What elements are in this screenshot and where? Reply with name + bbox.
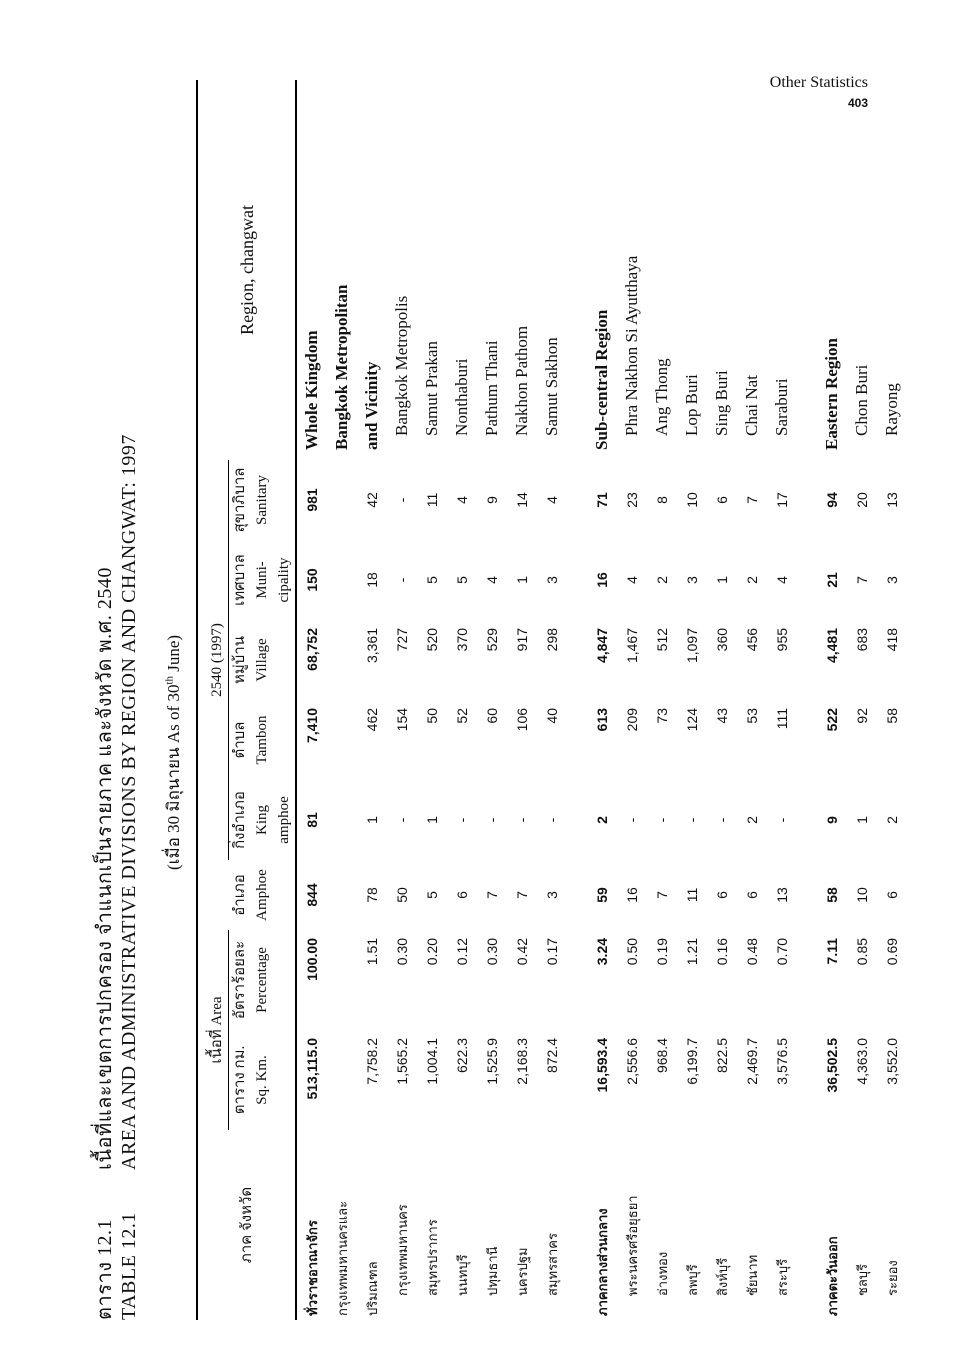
cell-sanit: 17	[774, 492, 790, 508]
cell-sanit: 6	[714, 496, 730, 504]
cell-amphoe: 5	[424, 891, 440, 899]
cell-king: 1	[424, 816, 440, 824]
running-head: Other Statistics	[769, 74, 868, 91]
cell-tambon: 92	[854, 707, 870, 724]
table-row	[677, 80, 707, 1320]
cell-sqkm: 3,576.5	[774, 1038, 790, 1085]
subtitle-text: (เมื่อ 30 มิถุนายน As of 30	[164, 684, 183, 870]
cell-muni: 2	[654, 576, 670, 584]
cell-muni: 1	[714, 576, 730, 584]
cell-pct: 0.70	[774, 937, 790, 966]
cell-pct: 0.17	[544, 937, 560, 966]
cell-sqkm: 2,556.6	[624, 1038, 640, 1085]
table-row	[647, 80, 677, 1320]
cell-pct: 0.30	[484, 937, 500, 966]
table-row	[296, 80, 327, 1320]
cell-pct: 3.24	[594, 937, 610, 966]
cell-region-thai: ชัยนาท	[744, 1254, 760, 1296]
cell-pct: 0.12	[454, 937, 470, 966]
cell-region-thai: พระนครศรีอยุธยา	[624, 1195, 640, 1296]
cell-muni: 150	[304, 568, 320, 592]
cell-muni: 21	[824, 572, 840, 588]
table-subtitle	[160, 635, 187, 870]
cell-pct	[327, 930, 357, 1030]
table-title-english-text: AREA AND ADMINISTRATIVE DIVISIONS BY REGION AND CHANGWAT: 1997	[118, 434, 140, 1170]
cell-king: -	[454, 817, 470, 823]
cell-village: 370	[454, 627, 470, 652]
table-row	[537, 80, 567, 1320]
cell-muni: 4	[484, 576, 500, 584]
header-village: หมู่บ้าน Village	[232, 636, 270, 684]
cell-sqkm: 872.4	[544, 1038, 560, 1074]
cell-village	[327, 620, 357, 700]
cell-amphoe: 7	[514, 891, 530, 899]
cell-sqkm	[327, 1030, 357, 1130]
cell-sqkm: 968.4	[654, 1038, 670, 1074]
cell-king: -	[654, 817, 670, 823]
cell-sanit: 11	[424, 492, 440, 508]
cell-sqkm: 16,593.4	[594, 1038, 610, 1093]
cell-sqkm: 1,004.1	[424, 1038, 440, 1085]
cell-sqkm: 7,758.2	[364, 1038, 380, 1085]
cell-muni: 5	[454, 576, 470, 584]
cell-region-thai: นนทบุรี	[454, 1254, 470, 1296]
cell-tambon: 209	[624, 707, 640, 732]
table-row	[617, 80, 647, 1320]
cell-king: -	[714, 817, 730, 823]
cell-region-english: Bangkok Metropolis	[392, 295, 411, 436]
cell-sanit: 42	[364, 492, 380, 508]
header-amphoe: อำเภอ Amphoe	[231, 869, 270, 921]
header-sanitary: สุขาภิบาล Sanitary	[232, 467, 270, 533]
cell-region-thai: ชลบุรี	[854, 1263, 870, 1296]
cell-sqkm: 622.3	[454, 1038, 470, 1074]
cell-muni: 2	[744, 576, 760, 584]
cell-pct: 0.42	[514, 937, 530, 966]
cell-pct: 0.48	[744, 937, 760, 966]
cell-village: 683	[854, 627, 870, 652]
cell-region-english: Ang Thong	[652, 358, 671, 436]
cell-region-thai: ทั่วราชอาณาจักร	[304, 1220, 320, 1316]
table-label-thai: ตาราง 12.1	[94, 1219, 116, 1320]
cell-sqkm: 36,502.5	[824, 1038, 840, 1093]
cell-king: 1	[854, 816, 870, 824]
cell-pct: 1.51	[364, 937, 380, 966]
cell-region-english: Sub-central Region	[592, 309, 611, 450]
cell-region-english: Saraburi	[772, 378, 791, 436]
cell-tambon: 73	[654, 707, 670, 724]
cell-tambon: 613	[594, 707, 610, 732]
cell-sanit: 981	[304, 488, 320, 512]
spacer-cell	[797, 80, 817, 1320]
cell-region-thai: ภาคกลางส่วนกลาง	[594, 1208, 610, 1316]
cell-king: -	[684, 817, 700, 823]
cell-king: -	[484, 817, 500, 823]
cell-region-thai: นครปฐม	[514, 1247, 530, 1296]
cell-muni: 4	[624, 576, 640, 584]
cell-village: 68,752	[304, 627, 320, 671]
cell-pct: 0.20	[424, 937, 440, 966]
table-row	[817, 80, 847, 1320]
cell-region-english: Bangkok Metropolitan	[332, 284, 351, 450]
cell-king	[327, 780, 357, 860]
area-divisions-table	[196, 80, 907, 1320]
table-row	[847, 80, 877, 1320]
cell-village: 298	[544, 627, 560, 652]
cell-region-english: Chon Buri	[852, 364, 871, 436]
cell-pct: 0.50	[624, 937, 640, 966]
cell-region-thai: สระบุรี	[774, 1258, 790, 1296]
cell-village: 456	[744, 627, 760, 652]
cell-sqkm: 1,525.9	[484, 1038, 500, 1085]
row-spacer	[797, 80, 817, 1320]
cell-village: 360	[714, 627, 730, 652]
cell-sanit: 7	[744, 496, 760, 504]
cell-sanit: 20	[854, 492, 870, 508]
cell-amphoe: 6	[744, 891, 760, 899]
cell-village: 418	[884, 627, 900, 652]
table-row	[327, 80, 357, 1320]
cell-pct: 0.85	[854, 937, 870, 966]
cell-tambon: 106	[514, 707, 530, 732]
table-row	[357, 80, 387, 1320]
cell-tambon: 40	[544, 707, 560, 724]
header-area-group: เนื้อที่ Area	[197, 930, 229, 1130]
cell-sanit: 23	[624, 492, 640, 508]
table-title-thai	[88, 567, 120, 1320]
cell-muni: -	[394, 577, 410, 583]
table-row	[387, 80, 417, 1320]
subtitle-superscript: th	[163, 675, 176, 685]
cell-sqkm: 6,199.7	[684, 1038, 700, 1085]
cell-king: -	[514, 817, 530, 823]
table-row	[477, 80, 507, 1320]
cell-region-english: Sing Buri	[712, 370, 731, 436]
header-tambon: ตำบล Tambon	[232, 715, 270, 765]
cell-muni: 4	[774, 576, 790, 584]
cell-region-thai: สมุทรสาคร	[544, 1233, 560, 1296]
cell-region-thai: ปทุมธานี	[484, 1246, 500, 1296]
table-row	[507, 80, 537, 1320]
cell-sqkm: 1,565.2	[394, 1038, 410, 1085]
table-row	[707, 80, 737, 1320]
cell-tambon: 462	[364, 707, 380, 732]
cell-pct: 100.00	[304, 937, 320, 981]
cell-village: 520	[424, 627, 440, 652]
cell-village: 529	[484, 627, 500, 652]
cell-muni: 3	[684, 576, 700, 584]
cell-region-english: Rayong	[882, 383, 901, 436]
cell-village: 1,467	[624, 627, 640, 664]
cell-sanit: 4	[454, 496, 470, 504]
cell-village: 917	[514, 627, 530, 652]
cell-pct: 0.16	[714, 937, 730, 966]
table-title-thai-text: เนื้อที่และเขตการปกครอง จำแนกเป็นรายภาค และจังหวัด พ.ศ. 2540	[94, 567, 116, 1170]
header-king-amphoe: กิ่งอำเภอ King amphoe	[232, 791, 292, 849]
subtitle-text-end: June)	[164, 634, 183, 676]
header-year-group: 2540 (1997)	[197, 460, 229, 860]
cell-muni: 3	[544, 576, 560, 584]
cell-amphoe: 7	[654, 891, 670, 899]
cell-region-english: Eastern Region	[822, 338, 841, 450]
cell-village: 727	[394, 627, 410, 652]
cell-tambon: 124	[684, 707, 700, 732]
cell-sqkm: 822.5	[714, 1038, 730, 1074]
cell-muni	[327, 540, 357, 620]
cell-region-english: Nonthaburi	[452, 358, 471, 436]
cell-region-thai: กรุงเทพมหานคร	[394, 1204, 410, 1296]
cell-muni: 5	[424, 576, 440, 584]
cell-village: 955	[774, 627, 790, 652]
table-row	[417, 80, 447, 1320]
header-region-thai: ภาค จังหวัด	[197, 1130, 296, 1320]
cell-king: 2	[594, 816, 610, 824]
cell-region-english: Chai Nat	[742, 375, 761, 436]
cell-king: -	[394, 817, 410, 823]
cell-region-thai: กรุงเทพมหานครและ	[334, 1200, 350, 1316]
cell-village: 4,847	[594, 627, 610, 664]
cell-sanit: 4	[544, 496, 560, 504]
cell-king: 81	[304, 812, 320, 828]
cell-region-english: Phra Nakhon Si Ayutthaya	[622, 255, 641, 436]
cell-region-thai: ปริมณฑล	[364, 1261, 380, 1316]
cell-region-thai: สิงห์บุรี	[714, 1257, 730, 1296]
cell-amphoe: 3	[544, 891, 560, 899]
table-body	[296, 80, 907, 1320]
spacer-cell	[567, 80, 587, 1320]
cell-pct: 1.21	[684, 937, 700, 966]
cell-region-thai: ภาคตะวันออก	[824, 1236, 840, 1316]
cell-region-english: Samut Sakhon	[542, 337, 561, 436]
cell-sanit: 71	[594, 492, 610, 508]
row-spacer	[567, 80, 587, 1320]
cell-pct: 0.30	[394, 937, 410, 966]
cell-king: 2	[884, 816, 900, 824]
cell-region-thai: ระยอง	[884, 1260, 900, 1296]
cell-tambon: 52	[454, 707, 470, 724]
cell-village: 3,361	[364, 627, 380, 664]
cell-region-english: and Vicinity	[362, 361, 381, 450]
cell-tambon: 53	[744, 707, 760, 724]
cell-amphoe: 6	[454, 891, 470, 899]
cell-region-thai: ลพบุรี	[684, 1264, 700, 1296]
cell-amphoe	[327, 860, 357, 930]
table-row	[737, 80, 767, 1320]
cell-king: -	[774, 817, 790, 823]
table-row	[767, 80, 797, 1320]
cell-village: 512	[654, 627, 670, 652]
cell-sqkm: 513,115.0	[304, 1038, 320, 1100]
cell-king: -	[624, 817, 640, 823]
cell-amphoe: 11	[684, 887, 700, 903]
cell-sqkm: 3,552.0	[884, 1038, 900, 1085]
cell-amphoe: 7	[484, 891, 500, 899]
header-percentage: อัตราร้อยละ Percentage	[232, 940, 270, 1020]
cell-tambon: 111	[774, 707, 790, 730]
cell-muni: 16	[594, 572, 610, 588]
cell-tambon: 58	[884, 707, 900, 724]
cell-sqkm: 2,168.3	[514, 1038, 530, 1085]
cell-muni: 18	[364, 572, 380, 588]
cell-sanit: 9	[484, 496, 500, 504]
cell-region-english: Samut Prakan	[422, 341, 441, 436]
cell-amphoe: 78	[364, 887, 380, 903]
cell-region-english: Whole Kingdom	[302, 330, 321, 450]
cell-village: 1,097	[684, 627, 700, 664]
rotated-table-page	[60, 80, 901, 1320]
cell-tambon: 50	[424, 707, 440, 724]
cell-region-thai: สมุทรปราการ	[424, 1219, 440, 1296]
header-municipality: เทศบาล Muni- cipality	[232, 554, 292, 606]
cell-sanit	[327, 460, 357, 540]
cell-sanit: 8	[654, 496, 670, 504]
cell-amphoe: 6	[884, 891, 900, 899]
cell-village: 4,481	[824, 627, 840, 664]
cell-tambon: 522	[824, 707, 840, 732]
cell-tambon	[327, 700, 357, 780]
cell-muni: 1	[514, 576, 530, 584]
cell-king: 2	[744, 816, 760, 824]
cell-king: 1	[364, 816, 380, 824]
cell-sanit: -	[394, 497, 410, 503]
cell-sanit: 14	[514, 492, 530, 508]
cell-sqkm: 4,363.0	[854, 1038, 870, 1085]
table-label-english: TABLE 12.1	[118, 1212, 140, 1320]
table-title-english	[118, 434, 141, 1320]
cell-amphoe: 13	[774, 887, 790, 903]
cell-king: -	[544, 817, 560, 823]
cell-muni: 7	[854, 576, 870, 584]
cell-amphoe: 58	[824, 887, 840, 903]
table-row	[587, 80, 617, 1320]
table-row	[877, 80, 907, 1320]
cell-amphoe: 6	[714, 891, 730, 899]
cell-tambon: 7,410	[304, 707, 320, 744]
cell-region-english: Lop Buri	[682, 374, 701, 436]
cell-amphoe: 844	[304, 883, 320, 907]
cell-pct: 7.11	[824, 937, 840, 965]
cell-amphoe: 59	[594, 887, 610, 903]
cell-tambon: 154	[394, 707, 410, 732]
table-row	[447, 80, 477, 1320]
cell-tambon: 43	[714, 707, 730, 724]
page-number: 403	[847, 96, 868, 110]
cell-region-english: Nakhon Pathom	[512, 325, 531, 436]
header-sqkm: ตาราง กม. Sq. Km.	[232, 1045, 270, 1115]
cell-king: 9	[824, 816, 840, 824]
cell-region-thai: อ่างทอง	[654, 1251, 670, 1296]
cell-sanit: 10	[684, 492, 700, 508]
cell-tambon: 60	[484, 707, 500, 724]
cell-amphoe: 10	[854, 887, 870, 903]
cell-sqkm: 2,469.7	[744, 1038, 760, 1085]
cell-sanit: 94	[824, 492, 840, 508]
cell-muni: 3	[884, 576, 900, 584]
cell-sanit: 13	[884, 492, 900, 508]
cell-amphoe: 50	[394, 887, 410, 903]
cell-pct: 0.19	[654, 937, 670, 966]
cell-amphoe: 16	[624, 887, 640, 903]
cell-region-english: Pathum Thani	[482, 340, 501, 436]
header-region-english: Region, changwat	[197, 80, 296, 460]
cell-pct: 0.69	[884, 937, 900, 966]
